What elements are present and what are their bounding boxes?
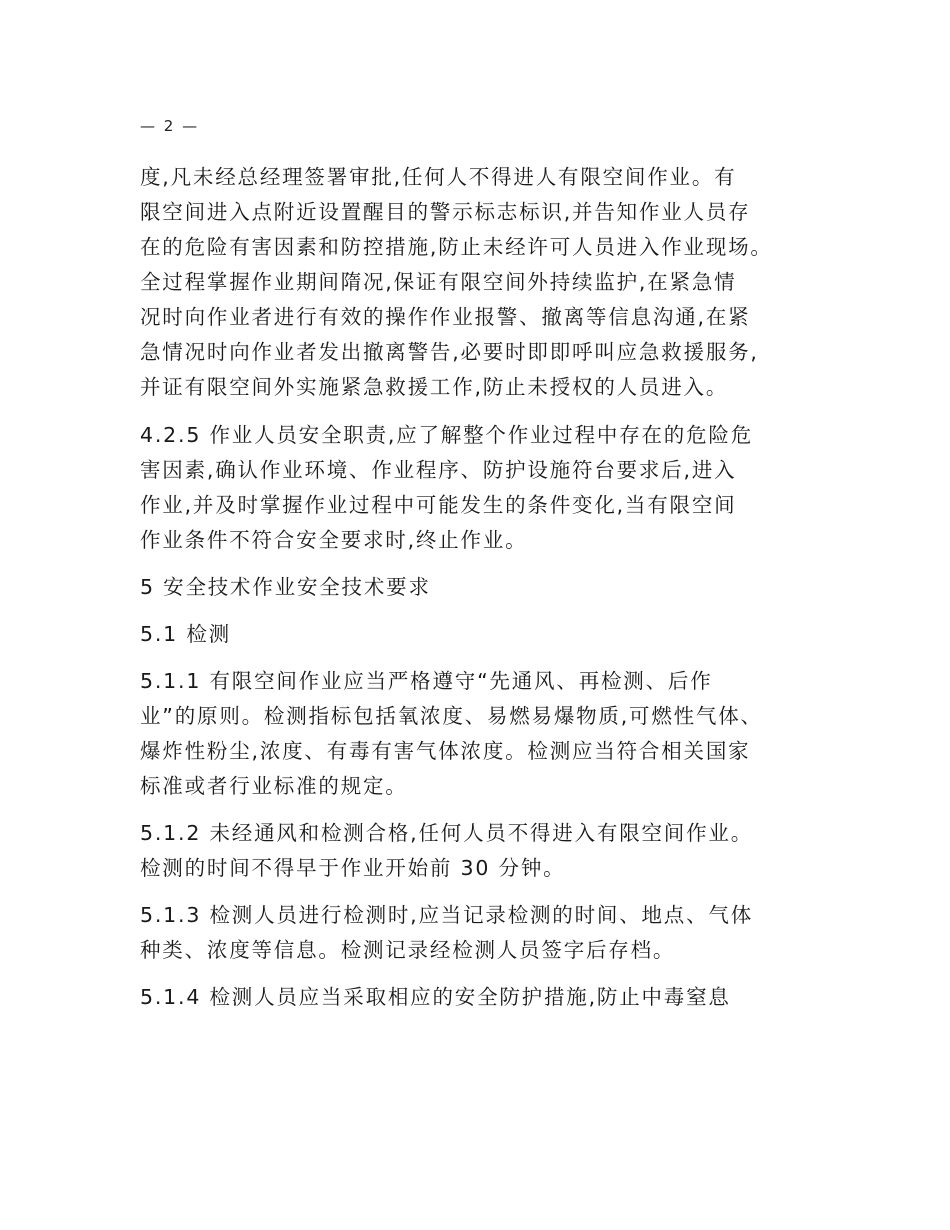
document-body (140, 160, 820, 1015)
text-line: 害因素,确认作业环境、作业程序、防护设施符台要求后,进入 (140, 458, 737, 482)
paragraph-5-1-4 (140, 980, 820, 1015)
text-line: 在的危险有害因素和防控措施,防止未经许可人员进入作业现场。 (140, 235, 773, 259)
text-line: 况时向作业者进行有效的操作作业报警、撤离等信息沟通,在紧 (140, 305, 751, 329)
text-line: 检测的时间不得早于作业开始前 30 分钟。 (140, 856, 566, 880)
text-line: 限空间进入点附近设置醒目的警示标志标识,并告知作业人员存 (140, 200, 751, 224)
text-line: 急情况时向作业者发出撤离警告,必要时即即呼叫应急救援服务, (140, 340, 759, 364)
text-line: 标准或者行业标准的规定。 (140, 774, 408, 798)
text-line: 全过程掌握作业期间隋况,保证有限空间外持续监护,在紧急情 (140, 270, 737, 294)
heading-line: 5 安全技术作业安全技术要求 (140, 575, 431, 599)
text-line: 度,凡未经总经理签署审批,任何人不得进人有限空间作业。有 (140, 165, 737, 189)
paragraph-5-1-2 (140, 816, 820, 886)
text-line: 4.2.5 作业人员安全职责,应了解整个作业过程中存在的危险危 (140, 423, 753, 447)
paragraph-5-1-3 (140, 898, 820, 968)
text-line: 业”的原则。检测指标包括氧浓度、易燃易爆物质,可燃性气体、 (140, 704, 763, 728)
text-line: 5.1.4 检测人员应当采取相应的安全防护措施,防止中毒窒息 (140, 985, 731, 1009)
heading-line: 5.1 检测 (140, 622, 231, 646)
section-heading-5-1 (140, 617, 820, 652)
text-line: 5.1.3 检测人员进行检测时,应当记录检测的时间、地点、气体 (140, 903, 753, 927)
text-line: 5.1.2 未经通风和检测合格,任何人员不得进入有限空间作业。 (140, 821, 753, 845)
text-line: 爆炸性粉尘,浓度、有毒有害气体浓度。检测应当符合相关国家 (140, 739, 751, 763)
text-line: 5.1.1 有限空间作业应当严格遵守“先通风、再检测、后作 (140, 669, 713, 693)
text-line: 并证有限空间外实施紧急救援工作,防止未授权的人员进入。 (140, 375, 729, 399)
paragraph-4-2-5 (140, 418, 820, 558)
text-line: 作业条件不符合安全要求时,终止作业。 (140, 528, 528, 552)
text-line: 种类、浓度等信息。检测记录经检测人员签字后存档。 (140, 938, 676, 962)
text-line: 作业,并及时掌握作业过程中可能发生的条件变化,当有限空间 (140, 493, 737, 517)
page-number: — 2 — (140, 117, 200, 135)
paragraph-continuation (140, 160, 820, 405)
section-heading-5 (140, 570, 820, 605)
paragraph-5-1-1 (140, 664, 820, 804)
